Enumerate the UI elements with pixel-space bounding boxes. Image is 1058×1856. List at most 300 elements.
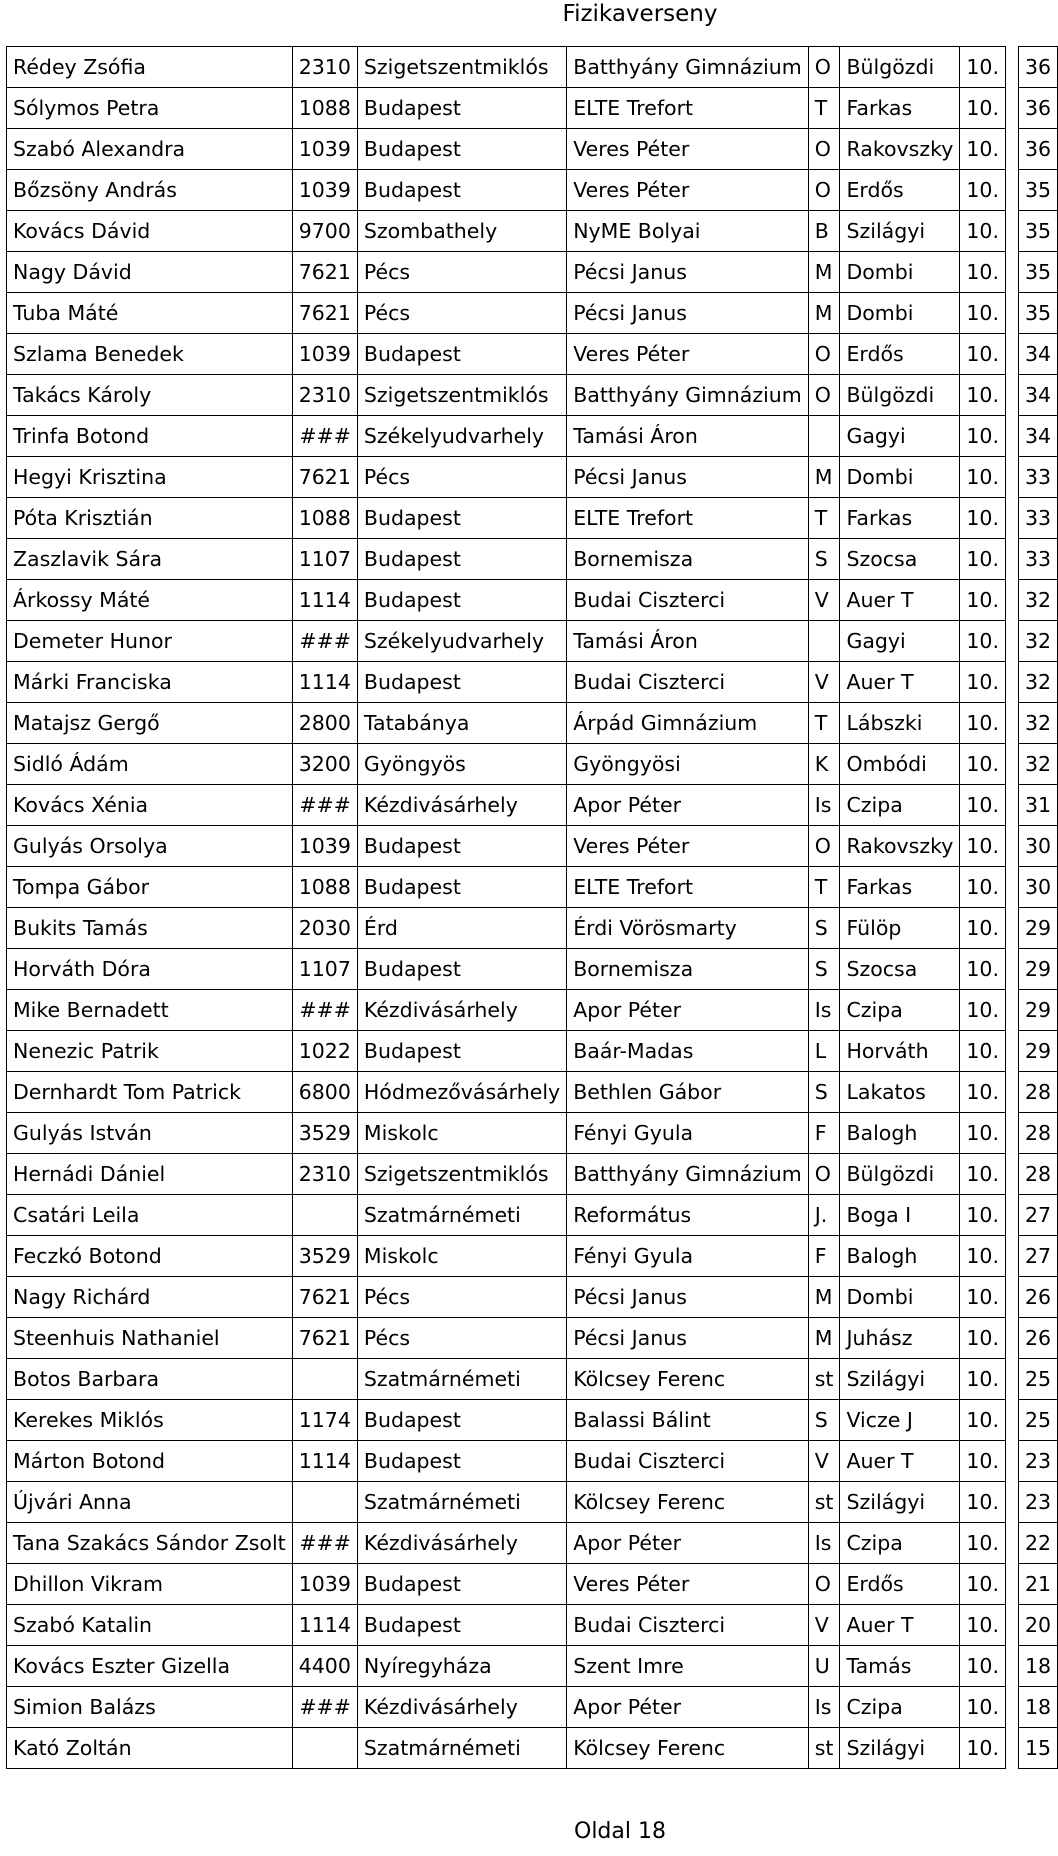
cell-city: Szigetszentmiklós [357,375,566,416]
cell-zip: 2800 [292,703,357,744]
cell-teacher: Balogh [840,1236,960,1277]
cell-score: 28 [1018,1154,1057,1195]
cell-spacer [1005,1400,1018,1441]
cell-name: Kató Zoltán [7,1728,293,1769]
cell-score: 31 [1018,785,1057,826]
cell-score: 32 [1018,744,1057,785]
cell-city: Gyöngyös [357,744,566,785]
cell-spacer [1005,662,1018,703]
cell-spacer [1005,457,1018,498]
cell-score: 34 [1018,375,1057,416]
cell-teacher: Farkas [840,498,960,539]
cell-code: O [808,129,840,170]
cell-school: Tamási Áron [567,416,809,457]
cell-score: 32 [1018,621,1057,662]
cell-teacher: Gagyi [840,416,960,457]
cell-grade: 10. [960,252,1006,293]
cell-school: Kölcsey Ferenc [567,1728,809,1769]
table-row [7,826,1058,867]
cell-city: Szigetszentmiklós [357,1154,566,1195]
cell-grade: 10. [960,1687,1006,1728]
cell-school: Apor Péter [567,1523,809,1564]
cell-city: Pécs [357,457,566,498]
cell-teacher: Dombi [840,252,960,293]
cell-zip: 1114 [292,662,357,703]
results-table [6,46,1058,1769]
cell-school: Veres Péter [567,170,809,211]
cell-zip: 1039 [292,334,357,375]
cell-school: Balassi Bálint [567,1400,809,1441]
cell-school: Gyöngyösi [567,744,809,785]
cell-grade: 10. [960,1728,1006,1769]
cell-name: Hegyi Krisztina [7,457,293,498]
cell-teacher: Ombódi [840,744,960,785]
cell-code: S [808,1072,840,1113]
cell-code: S [808,908,840,949]
cell-city: Budapest [357,539,566,580]
cell-grade: 10. [960,1113,1006,1154]
cell-teacher: Czipa [840,990,960,1031]
cell-teacher: Bülgözdi [840,47,960,88]
cell-code: O [808,334,840,375]
cell-city: Székelyudvarhely [357,621,566,662]
cell-school: Kölcsey Ferenc [567,1482,809,1523]
cell-city: Budapest [357,662,566,703]
cell-name: Csatári Leila [7,1195,293,1236]
table-row [7,1564,1058,1605]
cell-code: T [808,703,840,744]
table-row [7,129,1058,170]
cell-grade: 10. [960,416,1006,457]
table-row [7,498,1058,539]
cell-teacher: Horváth [840,1031,960,1072]
cell-name: Gulyás Orsolya [7,826,293,867]
cell-code: O [808,1154,840,1195]
table-row [7,703,1058,744]
cell-school: Református [567,1195,809,1236]
cell-name: Újvári Anna [7,1482,293,1523]
cell-city: Budapest [357,1564,566,1605]
cell-score: 34 [1018,416,1057,457]
cell-name: Szlama Benedek [7,334,293,375]
page-header: Fizikaverseny [562,1,718,27]
cell-code: Is [808,1523,840,1564]
cell-city: Miskolc [357,1113,566,1154]
cell-score: 35 [1018,170,1057,211]
cell-score: 32 [1018,703,1057,744]
cell-zip: 6800 [292,1072,357,1113]
cell-score: 30 [1018,867,1057,908]
cell-name: Bukits Tamás [7,908,293,949]
cell-spacer [1005,1564,1018,1605]
cell-code: V [808,580,840,621]
cell-score: 29 [1018,908,1057,949]
cell-code: O [808,1564,840,1605]
cell-name: Bőzsöny András [7,170,293,211]
cell-teacher: Auer T [840,1441,960,1482]
cell-teacher: Szilágyi [840,1359,960,1400]
cell-name: Dhillon Vikram [7,1564,293,1605]
cell-spacer [1005,129,1018,170]
cell-zip: ### [292,1687,357,1728]
cell-teacher: Dombi [840,457,960,498]
cell-school: Pécsi Janus [567,293,809,334]
table-row [7,416,1058,457]
cell-zip: 4400 [292,1646,357,1687]
cell-code: Is [808,990,840,1031]
cell-spacer [1005,252,1018,293]
cell-name: Horváth Dóra [7,949,293,990]
cell-grade: 10. [960,88,1006,129]
cell-name: Trinfa Botond [7,416,293,457]
cell-code: st [808,1728,840,1769]
cell-score: 22 [1018,1523,1057,1564]
cell-score: 33 [1018,457,1057,498]
cell-school: ELTE Trefort [567,498,809,539]
cell-zip: 1107 [292,539,357,580]
cell-city: Pécs [357,1318,566,1359]
cell-score: 27 [1018,1195,1057,1236]
cell-grade: 10. [960,1564,1006,1605]
cell-grade: 10. [960,457,1006,498]
cell-code: S [808,1400,840,1441]
table-row [7,1441,1058,1482]
cell-teacher: Szilágyi [840,1728,960,1769]
cell-grade: 10. [960,1441,1006,1482]
cell-city: Budapest [357,88,566,129]
table-row [7,457,1058,498]
cell-school: Budai Ciszterci [567,580,809,621]
cell-name: Kerekes Miklós [7,1400,293,1441]
cell-name: Nagy Richárd [7,1277,293,1318]
cell-grade: 10. [960,949,1006,990]
cell-code: Is [808,785,840,826]
cell-city: Pécs [357,1277,566,1318]
cell-city: Szombathely [357,211,566,252]
cell-score: 28 [1018,1113,1057,1154]
table-row [7,785,1058,826]
cell-score: 30 [1018,826,1057,867]
cell-school: Veres Péter [567,129,809,170]
cell-grade: 10. [960,1236,1006,1277]
cell-score: 29 [1018,1031,1057,1072]
cell-code: M [808,1318,840,1359]
cell-name: Feczkó Botond [7,1236,293,1277]
cell-city: Pécs [357,293,566,334]
cell-teacher: Balogh [840,1113,960,1154]
cell-zip: 1088 [292,88,357,129]
cell-name: Márki Franciska [7,662,293,703]
cell-teacher: Dombi [840,293,960,334]
cell-grade: 10. [960,129,1006,170]
cell-spacer [1005,1728,1018,1769]
table-row [7,1687,1058,1728]
cell-zip: ### [292,990,357,1031]
cell-zip: 1107 [292,949,357,990]
cell-name: Tuba Máté [7,293,293,334]
cell-city: Budapest [357,498,566,539]
cell-score: 15 [1018,1728,1057,1769]
table-row [7,744,1058,785]
cell-teacher: Dombi [840,1277,960,1318]
cell-score: 29 [1018,949,1057,990]
cell-name: Kovács Dávid [7,211,293,252]
cell-code [808,416,840,457]
cell-school: Apor Péter [567,990,809,1031]
cell-code: O [808,375,840,416]
cell-teacher: Szocsa [840,539,960,580]
cell-spacer [1005,334,1018,375]
cell-city: Budapest [357,1441,566,1482]
cell-school: Pécsi Janus [567,457,809,498]
cell-name: Sólymos Petra [7,88,293,129]
cell-teacher: Lakatos [840,1072,960,1113]
results-table-body [7,47,1058,1769]
cell-teacher: Juhász [840,1318,960,1359]
cell-spacer [1005,1031,1018,1072]
table-row [7,1482,1058,1523]
cell-zip: 1022 [292,1031,357,1072]
cell-grade: 10. [960,1359,1006,1400]
cell-school: Érdi Vörösmarty [567,908,809,949]
cell-code: U [808,1646,840,1687]
cell-school: Veres Péter [567,826,809,867]
cell-spacer [1005,1441,1018,1482]
table-row [7,990,1058,1031]
cell-code: O [808,826,840,867]
cell-city: Kézdivásárhely [357,990,566,1031]
cell-code: st [808,1482,840,1523]
table-row [7,621,1058,662]
table-row [7,580,1058,621]
cell-name: Tana Szakács Sándor Zsolt [7,1523,293,1564]
cell-zip [292,1195,357,1236]
cell-city: Székelyudvarhely [357,416,566,457]
cell-city: Budapest [357,1400,566,1441]
cell-zip: 1039 [292,1564,357,1605]
cell-zip: 1088 [292,498,357,539]
table-row [7,1646,1058,1687]
cell-school: Pécsi Janus [567,252,809,293]
cell-zip: ### [292,621,357,662]
cell-city: Nyíregyháza [357,1646,566,1687]
cell-zip: ### [292,785,357,826]
cell-score: 35 [1018,211,1057,252]
cell-zip: 1174 [292,1400,357,1441]
table-row [7,1154,1058,1195]
cell-zip: 1039 [292,129,357,170]
cell-name: Kovács Eszter Gizella [7,1646,293,1687]
cell-teacher: Farkas [840,88,960,129]
cell-spacer [1005,1605,1018,1646]
cell-name: Póta Krisztián [7,498,293,539]
cell-spacer [1005,1482,1018,1523]
cell-school: Pécsi Janus [567,1277,809,1318]
cell-teacher: Auer T [840,1605,960,1646]
cell-name: Rédey Zsófia [7,47,293,88]
cell-grade: 10. [960,1605,1006,1646]
cell-spacer [1005,88,1018,129]
table-row [7,88,1058,129]
cell-zip: 3200 [292,744,357,785]
cell-teacher: Czipa [840,785,960,826]
cell-zip: 1088 [292,867,357,908]
cell-teacher: Bülgözdi [840,375,960,416]
cell-zip: 7621 [292,457,357,498]
cell-school: Fényi Gyula [567,1113,809,1154]
cell-teacher: Czipa [840,1523,960,1564]
cell-school: Tamási Áron [567,621,809,662]
cell-teacher: Gagyi [840,621,960,662]
cell-spacer [1005,293,1018,334]
cell-score: 34 [1018,334,1057,375]
cell-grade: 10. [960,1154,1006,1195]
table-row [7,1523,1058,1564]
table-row [7,1605,1058,1646]
table-row [7,1031,1058,1072]
cell-spacer [1005,1195,1018,1236]
cell-name: Sidló Ádám [7,744,293,785]
cell-spacer [1005,826,1018,867]
cell-grade: 10. [960,867,1006,908]
cell-grade: 10. [960,662,1006,703]
cell-code: M [808,457,840,498]
cell-score: 25 [1018,1400,1057,1441]
cell-grade: 10. [960,1523,1006,1564]
cell-code: S [808,539,840,580]
cell-city: Miskolc [357,1236,566,1277]
cell-zip: 1114 [292,1441,357,1482]
cell-school: Veres Péter [567,334,809,375]
cell-city: Szatmárnémeti [357,1195,566,1236]
table-row [7,1113,1058,1154]
cell-grade: 10. [960,1318,1006,1359]
cell-spacer [1005,621,1018,662]
cell-code: F [808,1236,840,1277]
table-row [7,1728,1058,1769]
cell-code: S [808,949,840,990]
cell-zip: 7621 [292,1277,357,1318]
cell-teacher: Vicze J [840,1400,960,1441]
cell-score: 26 [1018,1318,1057,1359]
cell-score: 35 [1018,252,1057,293]
cell-zip [292,1359,357,1400]
cell-grade: 10. [960,1646,1006,1687]
table-row [7,375,1058,416]
cell-spacer [1005,867,1018,908]
table-row [7,867,1058,908]
cell-school: Pécsi Janus [567,1318,809,1359]
cell-spacer [1005,580,1018,621]
cell-grade: 10. [960,826,1006,867]
cell-grade: 10. [960,785,1006,826]
cell-city: Érd [357,908,566,949]
cell-code: O [808,170,840,211]
cell-name: Kovács Xénia [7,785,293,826]
cell-teacher: Szilágyi [840,1482,960,1523]
cell-school: Bethlen Gábor [567,1072,809,1113]
cell-grade: 10. [960,621,1006,662]
cell-zip: 1114 [292,1605,357,1646]
cell-code [808,621,840,662]
cell-grade: 10. [960,170,1006,211]
cell-teacher: Rakovszky [840,129,960,170]
table-row [7,1195,1058,1236]
cell-score: 25 [1018,1359,1057,1400]
cell-city: Pécs [357,252,566,293]
cell-name: Zaszlavik Sára [7,539,293,580]
cell-zip: 2310 [292,1154,357,1195]
cell-grade: 10. [960,47,1006,88]
cell-zip: ### [292,416,357,457]
cell-score: 27 [1018,1236,1057,1277]
table-row [7,539,1058,580]
cell-score: 21 [1018,1564,1057,1605]
cell-zip: 7621 [292,252,357,293]
cell-spacer [1005,949,1018,990]
table-row [7,252,1058,293]
cell-school: NyME Bolyai [567,211,809,252]
cell-city: Budapest [357,129,566,170]
table-row [7,662,1058,703]
cell-teacher: Auer T [840,580,960,621]
cell-code: O [808,47,840,88]
cell-name: Mike Bernadett [7,990,293,1031]
cell-zip [292,1482,357,1523]
cell-school: Baár-Madas [567,1031,809,1072]
cell-grade: 10. [960,990,1006,1031]
cell-score: 23 [1018,1482,1057,1523]
cell-code: V [808,662,840,703]
cell-city: Budapest [357,1605,566,1646]
cell-spacer [1005,990,1018,1031]
cell-school: Apor Péter [567,785,809,826]
cell-teacher: Bülgözdi [840,1154,960,1195]
cell-name: Hernádi Dániel [7,1154,293,1195]
cell-spacer [1005,1646,1018,1687]
cell-zip: ### [292,1523,357,1564]
cell-spacer [1005,170,1018,211]
cell-school: Batthyány Gimnázium [567,375,809,416]
table-row [7,1277,1058,1318]
cell-score: 36 [1018,47,1057,88]
table-row [7,170,1058,211]
cell-score: 32 [1018,662,1057,703]
cell-name: Simion Balázs [7,1687,293,1728]
cell-code: M [808,293,840,334]
cell-spacer [1005,539,1018,580]
cell-grade: 10. [960,1277,1006,1318]
cell-score: 18 [1018,1646,1057,1687]
cell-zip: 1039 [292,826,357,867]
cell-city: Budapest [357,949,566,990]
table-row [7,1072,1058,1113]
cell-school: Bornemisza [567,539,809,580]
cell-score: 26 [1018,1277,1057,1318]
cell-city: Budapest [357,867,566,908]
cell-teacher: Auer T [840,662,960,703]
cell-code: K [808,744,840,785]
cell-school: Szent Imre [567,1646,809,1687]
cell-code: M [808,252,840,293]
cell-zip: 1114 [292,580,357,621]
cell-grade: 10. [960,703,1006,744]
cell-city: Kézdivásárhely [357,785,566,826]
table-row [7,1318,1058,1359]
cell-school: Kölcsey Ferenc [567,1359,809,1400]
cell-teacher: Rakovszky [840,826,960,867]
cell-code: T [808,88,840,129]
